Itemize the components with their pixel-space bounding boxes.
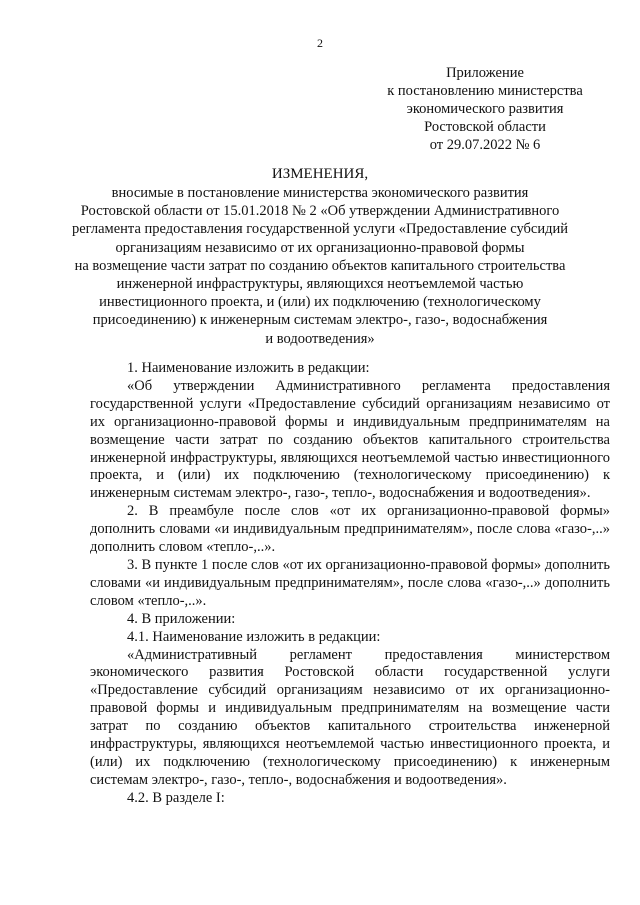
document-subtitle bbox=[60, 184, 580, 348]
paragraph-quote-regulation: «Административный регламент предоставления министерством экономического развития Ростовской области государственной услуги «Предоставление субсидий организациям независимо от их организационно-правовой формы и индивидуальным предпринимателям на возмещение части затрат по созданию объектов капитального строительства инженерной инфраструктуры, являющихся неотъемлемой частью инвестиционного проекта, и (или) их подключению (технологическому присоединению) к инженерным системам электро-, газо-, тепло-, водоснабжения и водоотведения». bbox=[90, 646, 610, 788]
paragraph-item-4-1: 4.1. Наименование изложить в редакции: bbox=[127, 628, 381, 645]
subtitle-line: регламента предоставления государственной услуги «Предоставление субсидий bbox=[71, 221, 569, 238]
subtitle-line: Ростовской области от 15.01.2018 № 2 «Об утверждении Административного bbox=[80, 203, 560, 220]
appendix-line: Ростовской области bbox=[424, 119, 546, 135]
paragraph-item-1: 1. Наименование изложить в редакции: bbox=[127, 360, 370, 376]
subtitle-line: присоединению) к инженерным системам электро-, газо-, водоснабжения bbox=[92, 312, 548, 329]
subtitle-line: организациям независимо от их организационно-правовой формы bbox=[115, 239, 525, 256]
paragraph-quote-title: «Об утверждении Административного регламента предоставления государственной услуги «Предоставление субсидий организациям независимо от их организационно-правовой формы и индивидуальным предпринимателям на возмещение части затрат по созданию объектов капитального строительства инженерной инфраструктуры, являющихся неотъемлемой частью инвестиционного проекта, и (или) их подключению (технологическому присоединению) к инженерным системам электро-, газо-, тепло-, водоснабжения и водоотведения». bbox=[90, 377, 610, 502]
appendix-line: от 29.07.2022 № 6 bbox=[429, 137, 541, 153]
subtitle-line: и водоотведения» bbox=[265, 330, 375, 347]
paragraph-item-2: 2. В преамбуле после слов «от их организационно-правовой формы» дополнить словами «и индивидуальным предпринимателям», после слова «газо-,..» дополнить словом «тепло-,..». bbox=[90, 503, 610, 556]
appendix-line: к постановлению министерства bbox=[387, 83, 583, 99]
subtitle-line: инженерной инфраструктуры, являющихся неотъемлемой частью bbox=[116, 276, 524, 293]
appendix-line: Приложение bbox=[446, 65, 524, 81]
document-body bbox=[90, 360, 610, 808]
paragraph-item-4-2: 4.2. В разделе I: bbox=[127, 789, 225, 806]
paragraph-item-4: 4. В приложении: bbox=[127, 610, 236, 627]
subtitle-line: на возмещение части затрат по созданию объектов капитального строительства bbox=[74, 257, 566, 274]
appendix-header bbox=[380, 64, 590, 154]
page-number: 2 bbox=[317, 36, 323, 50]
subtitle-line: инвестиционного проекта, и (или) их подключению (технологическому bbox=[99, 294, 541, 311]
subtitle-line: вносимые в постановление министерства экономического развития bbox=[111, 185, 529, 201]
document-title: ИЗМЕНЕНИЯ, bbox=[271, 166, 369, 182]
appendix-line: экономического развития bbox=[406, 101, 564, 117]
paragraph-item-3: 3. В пункте 1 после слов «от их организационно-правовой формы» дополнить словами «и индивидуальным предпринимателям», после слова «газо-,..» дополнить словом «тепло-,..». bbox=[90, 556, 610, 609]
